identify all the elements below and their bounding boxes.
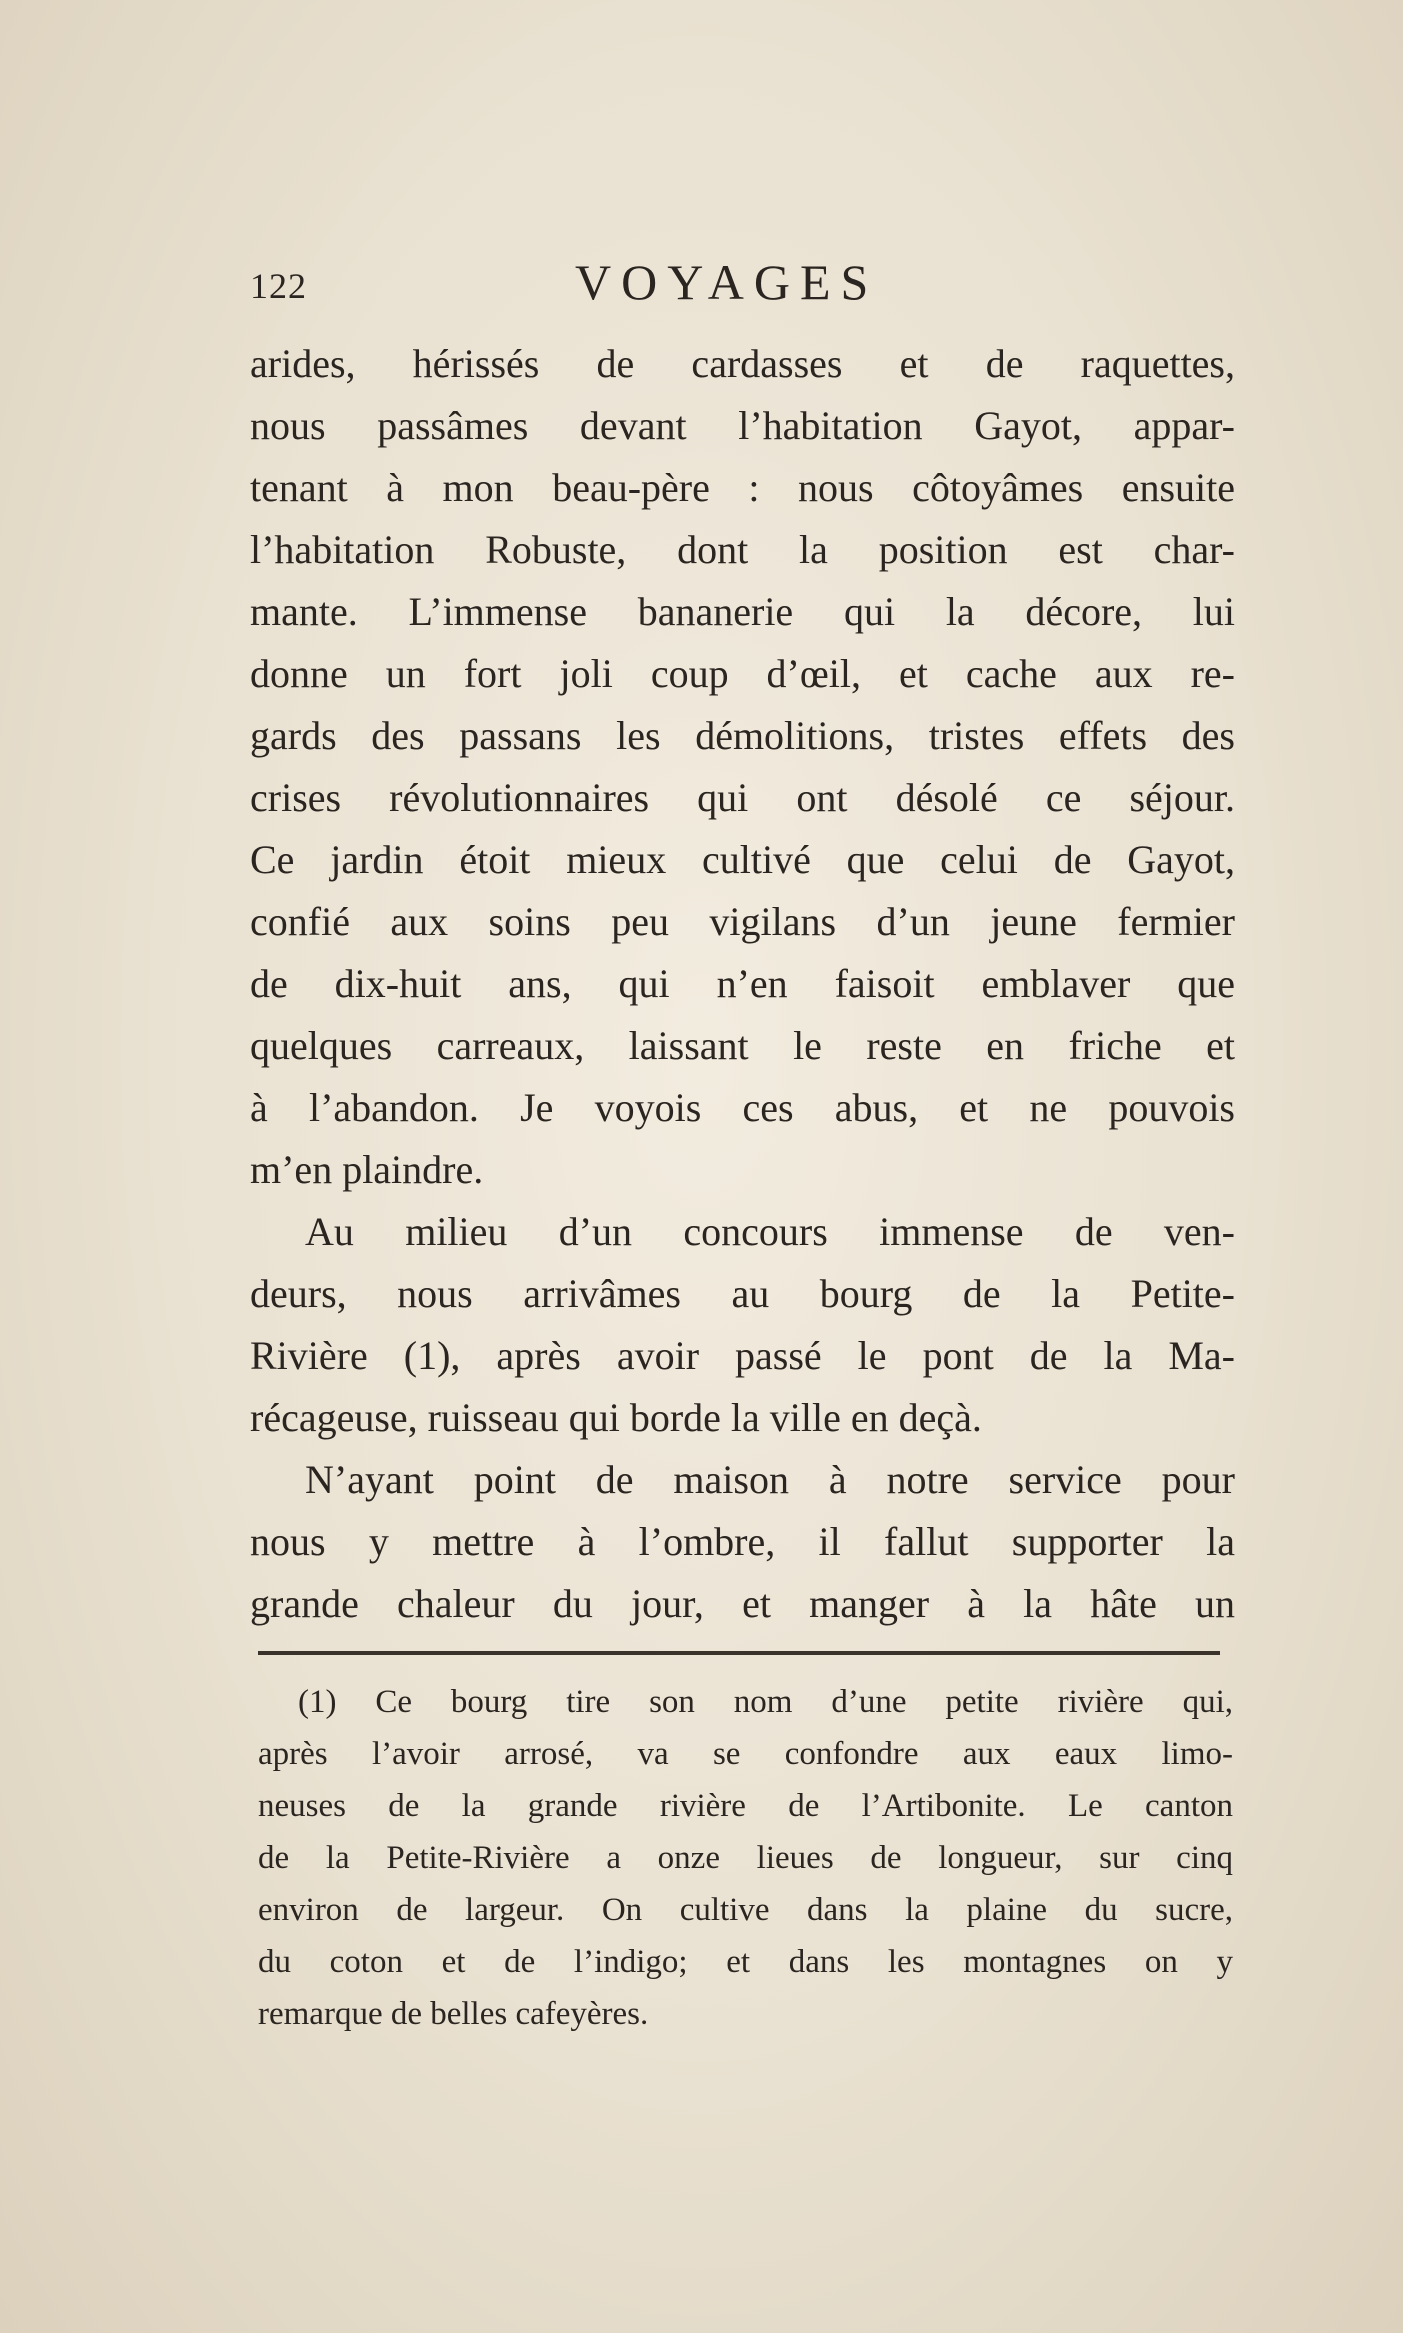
text-line: deurs, nous arrivâmes au bourg de la Petite- (250, 1271, 1235, 1316)
footnote-line: du coton et de l’indigo; et dans les montagnes on y (258, 1944, 1233, 1980)
body-text (250, 333, 1235, 1635)
text-line: nous y mettre à l’ombre, il fallut supporter la (250, 1519, 1235, 1564)
text-line: à l’abandon. Je voyois ces abus, et ne pouvois (250, 1085, 1235, 1130)
text-line: nous passâmes devant l’habitation Gayot, appar- (250, 403, 1235, 448)
text-line: Rivière (1), après avoir passé le pont de la Ma- (250, 1333, 1235, 1378)
footnote-separator (258, 1651, 1220, 1655)
page-number: 122 (250, 266, 307, 306)
text-line: Ce jardin étoit mieux cultivé que celui de Gayot, (250, 837, 1235, 882)
text-line: de dix-huit ans, qui n’en faisoit emblaver que (250, 961, 1235, 1006)
footnote-line: après l’avoir arrosé, va se confondre aux eaux limo- (258, 1736, 1233, 1772)
text-line: quelques carreaux, laissant le reste en friche et (250, 1023, 1235, 1068)
text-line: tenant à mon beau-père : nous côtoyâmes ensuite (250, 465, 1235, 510)
text-line: mante. L’immense bananerie qui la décore, lui (250, 589, 1235, 634)
running-title: VOYAGES (575, 254, 879, 310)
text-line: m’en plaindre. (250, 1147, 484, 1192)
text-line: l’habitation Robuste, dont la position est char- (250, 527, 1235, 572)
footnote (258, 1676, 1233, 2040)
footnote-line: environ de largeur. On cultive dans la plaine du sucre, (258, 1892, 1233, 1928)
footnote-line: remarque de belles cafeyères. (258, 1996, 649, 2032)
text-line: confié aux soins peu vigilans d’un jeune fermier (250, 899, 1235, 944)
text-line: récageuse, ruisseau qui borde la ville en deçà. (250, 1395, 982, 1440)
text-line: arides, hérissés de cardasses et de raquettes, (250, 341, 1235, 386)
text-line: crises révolutionnaires qui ont désolé ce séjour. (250, 775, 1235, 820)
footnote-line: neuses de la grande rivière de l’Artibonite. Le canton (258, 1788, 1233, 1824)
text-line: Au milieu d’un concours immense de ven- (305, 1209, 1235, 1254)
footnote-line: de la Petite-Rivière a onze lieues de longueur, sur cinq (258, 1840, 1233, 1876)
text-line: N’ayant point de maison à notre service pour (305, 1457, 1235, 1502)
page-header (250, 253, 1230, 313)
text-line: grande chaleur du jour, et manger à la hâte un (250, 1581, 1235, 1626)
text-line: gards des passans les démolitions, tristes effets des (250, 713, 1235, 758)
text-line: donne un fort joli coup d’œil, et cache aux re- (250, 651, 1235, 696)
footnote-line: (1) Ce bourg tire son nom d’une petite rivière qui, (298, 1684, 1233, 1720)
